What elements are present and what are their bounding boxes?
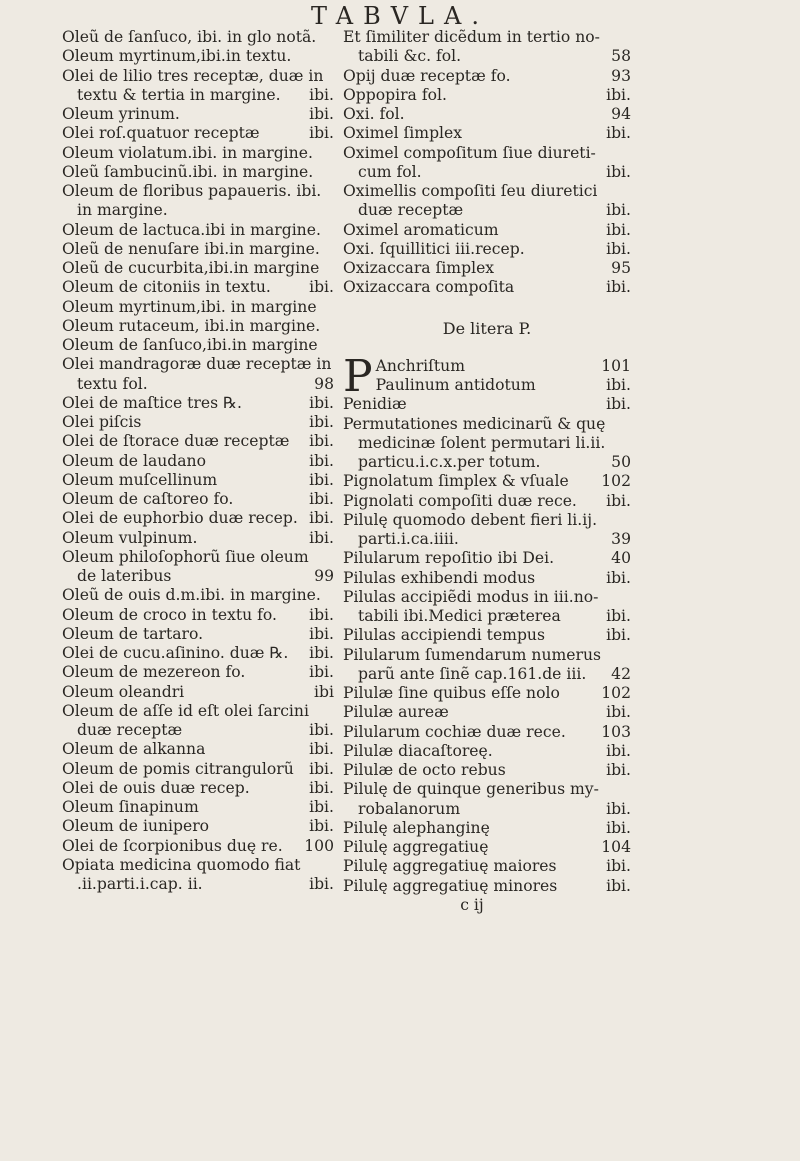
index-entry — [343, 395, 631, 414]
entry-text: Oleum de pomis citrangulorũ — [62, 759, 294, 778]
index-entry — [62, 760, 334, 779]
entry-reference: ibi. — [309, 393, 334, 412]
index-entry — [62, 259, 334, 278]
index-entry — [343, 569, 631, 588]
right-index-column — [343, 28, 631, 915]
index-entry — [62, 413, 334, 432]
index-entry — [343, 472, 631, 491]
index-entry — [343, 761, 631, 780]
entry-reference: 102 — [601, 472, 631, 491]
entry-reference: ibi. — [309, 644, 334, 662]
entry-reference — [330, 317, 334, 336]
entry-text: Olei mandragoræ duæ receptæ in — [62, 355, 332, 374]
entry-reference: ibi. — [309, 721, 334, 739]
entry-reference: ibi. — [309, 759, 334, 778]
index-entry — [62, 375, 334, 394]
index-entry — [62, 509, 334, 528]
entry-text: Oximel ſimplex — [343, 124, 463, 143]
entry-text: Pilulę aggregatiuę — [343, 838, 489, 856]
entry-reference: ibi. — [606, 162, 631, 181]
entry-reference — [627, 434, 631, 453]
index-entry — [62, 124, 334, 143]
entry-reference: ibi. — [606, 491, 631, 510]
entry-text: textu & tertia in margine. — [77, 85, 281, 104]
index-entry — [62, 490, 334, 509]
entry-reference: ibi. — [606, 857, 631, 876]
entry-reference: ibi. — [606, 607, 631, 625]
entry-text: Pilularum repoſitio ibi Dei. — [343, 549, 555, 568]
index-entry — [343, 86, 631, 105]
entry-text: Oleum myrtinum,ibi.in textu. — [62, 47, 292, 66]
index-entry — [343, 549, 631, 568]
entry-text: Pilulas accipiendi tempus — [343, 626, 545, 645]
entry-text: Oleum de lactuca.ibi in margine. — [62, 220, 321, 239]
index-entry — [343, 221, 631, 240]
entry-reference — [330, 163, 334, 182]
entry-text: Olei de ſcorpionibus duę re. — [62, 836, 283, 855]
entry-text: Oleũ de ſanſuco, ibi. in glo notã. — [62, 28, 317, 46]
entry-text: Pilularum ſumendarum numerus — [343, 645, 602, 664]
index-entry — [62, 567, 334, 586]
entry-text: Oleum philoſophorũ ſiue oleum — [62, 547, 309, 566]
entry-text: Pilulæ de octo rebus — [343, 761, 506, 779]
index-entry — [343, 742, 631, 761]
index-entry — [62, 452, 334, 471]
entry-text: Oleum de croco in textu fo. — [62, 605, 277, 624]
signature-mark: c ij — [460, 895, 484, 914]
entry-text: Permutationes medicinarũ & quę — [343, 414, 606, 433]
entry-reference: ibi. — [309, 605, 334, 624]
entry-reference — [330, 240, 334, 259]
entry-reference: ibi. — [606, 626, 631, 645]
index-entry — [62, 625, 334, 644]
entry-text: Pilulę quomodo debent fieri li.ij. — [343, 510, 598, 529]
entry-text: Oleum de caſtoreo fo. — [62, 490, 234, 508]
entry-text: robalanorum — [358, 799, 461, 818]
entry-reference — [627, 511, 631, 530]
index-entry — [62, 740, 334, 759]
entry-reference — [330, 702, 334, 721]
entry-reference: ibi. — [309, 432, 334, 451]
index-entry — [62, 586, 334, 605]
entry-reference: ibi. — [606, 761, 631, 779]
entry-reference — [330, 336, 334, 355]
index-entry — [62, 606, 334, 625]
entry-reference — [330, 144, 334, 163]
index-entry — [343, 877, 631, 896]
index-entry — [62, 278, 334, 297]
entry-text: Oleum de ſanſuco,ibi.in margine — [62, 336, 318, 354]
index-entry — [62, 856, 334, 875]
index-entry — [62, 105, 334, 124]
entry-text: Oleum violatum.ibi. in margine. — [62, 143, 313, 162]
entry-reference — [627, 415, 631, 434]
index-entry — [343, 607, 631, 626]
entry-reference — [330, 47, 334, 66]
entry-reference: 42 — [611, 664, 631, 683]
left-index-column — [62, 28, 334, 894]
entry-text: in margine. — [77, 201, 168, 220]
entry-text: Oleum de floribus papaueris. ibi. — [62, 182, 322, 200]
entry-text: Oximellis compoſiti ſeu diuretici — [343, 182, 598, 200]
index-entry — [343, 838, 631, 857]
index-entry — [62, 817, 334, 836]
entry-reference: 39 — [611, 530, 631, 548]
entry-reference — [627, 28, 631, 47]
entry-reference — [330, 221, 334, 240]
index-entry — [343, 105, 631, 124]
entry-text: Oleum rutaceum, ibi.in margine. — [62, 316, 321, 335]
entry-text: Oleum de tartaro. — [62, 624, 204, 643]
section-heading: De litera P. — [442, 318, 532, 338]
entry-text: Oximel aromaticum — [343, 220, 499, 239]
index-entry — [62, 779, 334, 798]
entry-text: Pilulę aggregatiuę minores — [343, 876, 558, 895]
index-entry — [62, 298, 334, 317]
entry-reference — [331, 355, 335, 374]
entry-text: Oleum de aſſe id eſt olei ſarcini — [62, 701, 309, 720]
entry-reference: 40 — [611, 549, 631, 568]
index-entry — [62, 240, 334, 259]
index-entry — [343, 511, 631, 530]
entry-text: Oleũ de nenuſare ibi.in margine. — [62, 239, 320, 258]
index-entry — [343, 278, 631, 297]
entry-text: Paulinum antidotum — [375, 376, 536, 394]
index-entry — [343, 780, 631, 799]
entry-text: Pilularum cochiæ duæ rece. — [343, 722, 566, 741]
index-entry — [343, 434, 631, 453]
entry-text: Opiata medicina quomodo fiat — [62, 855, 301, 874]
entry-reference: ibi. — [309, 451, 334, 470]
entry-text: Oleum muſcellinum — [62, 470, 218, 489]
entry-text: Pilulas accipiẽdi modus in iii.no- — [343, 587, 599, 606]
index-entry — [62, 221, 334, 240]
entry-reference: ibi — [314, 682, 334, 701]
entry-reference: ibi. — [309, 490, 334, 508]
index-entry — [376, 376, 631, 395]
entry-reference: ibi. — [606, 201, 631, 220]
entry-reference: ibi. — [606, 876, 631, 895]
entry-reference — [330, 67, 334, 86]
index-entry — [343, 492, 631, 511]
index-entry — [62, 837, 334, 856]
entry-reference — [330, 201, 334, 220]
index-entry — [62, 182, 334, 201]
index-entry — [343, 47, 631, 66]
entry-text: Oleum de mezereon fo. — [62, 663, 246, 682]
index-entry — [62, 529, 334, 548]
index-entry — [62, 86, 334, 105]
entry-text: Penidiæ — [343, 395, 407, 414]
index-entry — [343, 857, 631, 876]
entry-reference: ibi. — [309, 528, 334, 547]
index-entry — [62, 721, 334, 740]
entry-text: Pilulę alephanginę — [343, 818, 490, 837]
entry-text: Olei de cucu.aſinino. duæ ℞. — [62, 644, 289, 662]
entry-text: Oleum myrtinum,ibi. in margine — [62, 297, 317, 316]
index-entry — [343, 28, 631, 47]
entry-text: Pignolati compoſiti duæ rece. — [343, 491, 577, 510]
entry-text: Et ſimiliter dicẽdum in tertio no- — [343, 28, 600, 46]
entry-text: de lateribus — [77, 567, 172, 585]
entry-reference — [627, 646, 631, 665]
entry-reference: ibi. — [606, 818, 631, 837]
index-entry — [62, 702, 334, 721]
entry-reference: 99 — [314, 567, 334, 585]
entry-text: Olei de ſtorace duæ receptæ — [62, 432, 290, 451]
index-entry — [343, 626, 631, 645]
entry-reference: ibi. — [309, 105, 334, 123]
entry-text: Oleũ de ouis d.m.ibi. in margine. — [62, 586, 321, 605]
entry-text: Oleũ ſambucinũ.ibi. in margine. — [62, 162, 314, 181]
index-entry — [343, 646, 631, 665]
entry-reference: ibi. — [309, 278, 334, 297]
index-entry — [62, 163, 334, 182]
entry-text: Olei de ouis duæ recep. — [62, 778, 250, 797]
entry-text: tabili ibi.Medici præterea — [358, 607, 561, 625]
entry-reference — [330, 259, 334, 278]
entry-reference: ibi. — [606, 239, 631, 258]
entry-reference: ibi. — [606, 85, 631, 104]
entry-text: parti.i.ca.iiii. — [358, 530, 459, 548]
entry-reference: 102 — [601, 684, 631, 702]
index-entry — [343, 453, 631, 472]
entry-reference — [330, 182, 334, 201]
index-entry — [343, 415, 631, 434]
index-entry — [343, 684, 631, 703]
entry-reference: ibi. — [606, 278, 631, 297]
entry-reference — [627, 182, 631, 201]
entry-reference — [627, 588, 631, 607]
entry-text: Pilulas exhibendi modus — [343, 568, 536, 587]
entry-reference: ibi. — [309, 798, 334, 816]
entry-reference: ibi. — [309, 875, 334, 893]
entry-text: Oximel compoſitum ſiue diureti- — [343, 143, 596, 162]
index-entry — [62, 144, 334, 163]
entry-reference: 58 — [611, 47, 631, 66]
entry-reference: ibi. — [606, 395, 631, 414]
entry-text: Oleum de alkanna — [62, 740, 206, 759]
entry-text: Opij duæ receptæ fo. — [343, 66, 511, 85]
entry-text: Pignolatum ſimplex & vſuale — [343, 472, 569, 491]
entry-reference: ibi. — [606, 799, 631, 818]
entry-text: Pilulæ ſine quibus eſſe nolo — [343, 684, 560, 702]
entry-text: Olei de maſtice tres ℞. — [62, 393, 242, 412]
entry-reference — [627, 144, 631, 163]
entry-text: Pilulę aggregatiuę maiores — [343, 857, 557, 876]
index-entry — [62, 336, 334, 355]
entry-text: Pilulæ diacaſtoreę. — [343, 741, 493, 760]
index-entry — [343, 182, 631, 201]
entry-text: Oleum vulpinum. — [62, 528, 198, 547]
entry-reference: ibi. — [606, 220, 631, 239]
entry-text: medicinæ ſolent permutari li.ii. — [358, 433, 606, 452]
index-entry — [62, 67, 334, 86]
entry-reference: 94 — [611, 105, 631, 123]
index-entry — [62, 798, 334, 817]
entry-reference — [330, 856, 334, 875]
index-entry — [343, 163, 631, 182]
entry-reference: ibi. — [309, 509, 334, 528]
entry-text: particu.i.c.x.per totum. — [358, 453, 541, 471]
index-entry — [343, 530, 631, 549]
entry-text: duæ receptæ — [77, 721, 183, 739]
entry-reference: 104 — [601, 838, 631, 856]
entry-text: .ii.parti.i.cap. ii. — [77, 875, 203, 893]
index-entry — [62, 394, 334, 413]
section-p-entries — [343, 350, 631, 896]
entry-text: Olei piſcis — [62, 413, 142, 431]
entry-text: Pilulæ aureæ — [343, 703, 449, 722]
entry-text: Pilulę de quinque generibus my- — [343, 780, 599, 799]
entry-reference: 98 — [314, 374, 334, 393]
entry-text: Oxizaccara compoſita — [343, 278, 515, 297]
entry-text: parũ ante ſinẽ cap.161.de iii. — [358, 664, 587, 683]
entry-text: tabili &c. fol. — [358, 47, 462, 66]
entry-reference: ibi. — [309, 124, 334, 143]
entry-reference — [330, 548, 334, 567]
index-entry — [62, 47, 334, 66]
page-header: TABVLA. — [311, 2, 489, 30]
entry-text: Oxi. fol. — [343, 105, 405, 123]
entry-text: Oppopira fol. — [343, 85, 447, 104]
entry-reference: ibi. — [606, 376, 631, 394]
index-entry — [343, 259, 631, 278]
entry-reference: ibi. — [606, 568, 631, 587]
index-entry — [62, 317, 334, 336]
drop-cap: P — [343, 350, 373, 402]
entry-text: Oleum yrinum. — [62, 105, 180, 123]
entry-text: Oleum de laudano — [62, 451, 206, 470]
entry-reference: ibi. — [309, 413, 334, 431]
index-entry — [62, 644, 334, 663]
entry-reference: 103 — [601, 722, 631, 741]
entry-reference: 93 — [611, 66, 631, 85]
index-entry — [343, 800, 631, 819]
index-entry — [62, 355, 334, 374]
entry-reference: ibi. — [309, 817, 334, 836]
index-entry — [343, 201, 631, 220]
entry-text: Olei de lilio tres receptæ, duæ in — [62, 66, 324, 85]
entry-reference: ibi. — [309, 470, 334, 489]
index-entry — [343, 144, 631, 163]
index-entry — [343, 703, 631, 722]
entry-reference: 95 — [611, 259, 631, 277]
entry-text: duæ receptæ — [358, 201, 464, 220]
index-entry — [376, 357, 631, 376]
entry-text: Oleum de iunipero — [62, 817, 210, 836]
entry-reference: ibi. — [309, 663, 334, 682]
entry-text: Olei roſ.quatuor receptæ — [62, 124, 260, 143]
index-entry — [62, 201, 334, 220]
entry-reference: ibi. — [606, 703, 631, 722]
index-entry — [62, 471, 334, 490]
index-entry — [343, 588, 631, 607]
entry-text: Oleũ de cucurbita,ibi.in margine — [62, 259, 320, 277]
entry-text: Anchriſtum — [375, 356, 465, 375]
entry-reference: ibi. — [309, 624, 334, 643]
entry-text: Oleum ſinapinum — [62, 798, 199, 816]
index-entry — [62, 548, 334, 567]
entry-text: textu fol. — [77, 374, 148, 393]
entry-reference: 101 — [601, 356, 631, 375]
entry-text: cum fol. — [358, 162, 422, 181]
index-entry — [343, 124, 631, 143]
index-entry — [62, 432, 334, 451]
entry-reference: ibi. — [606, 124, 631, 143]
index-entry — [343, 723, 631, 742]
entry-reference — [330, 298, 334, 317]
entry-reference: ibi. — [606, 741, 631, 760]
index-entry — [343, 819, 631, 838]
entry-reference: 50 — [611, 453, 631, 471]
entry-text: Oleum de citoniis in textu. — [62, 278, 271, 297]
entry-text: Olei de euphorbio duæ recep. — [62, 509, 298, 528]
entry-reference: ibi. — [309, 740, 334, 759]
entry-text: Oxi. ſquillitici iii.recep. — [343, 239, 525, 258]
index-entry — [62, 28, 334, 47]
index-entry — [343, 240, 631, 259]
index-entry — [62, 683, 334, 702]
index-entry — [343, 67, 631, 86]
index-entry — [62, 875, 334, 894]
index-entry — [343, 665, 631, 684]
index-entry — [62, 663, 334, 682]
entry-text: Oleum oleandri — [62, 682, 185, 701]
entry-text: Oxizaccara ſimplex — [343, 259, 495, 277]
entry-reference: ibi. — [309, 85, 334, 104]
right-column-entries-o — [343, 28, 631, 298]
entry-reference: ibi. — [309, 778, 334, 797]
entry-reference — [627, 780, 631, 799]
entry-reference — [330, 586, 334, 605]
entry-reference: 100 — [304, 836, 334, 855]
entry-reference — [330, 28, 334, 47]
